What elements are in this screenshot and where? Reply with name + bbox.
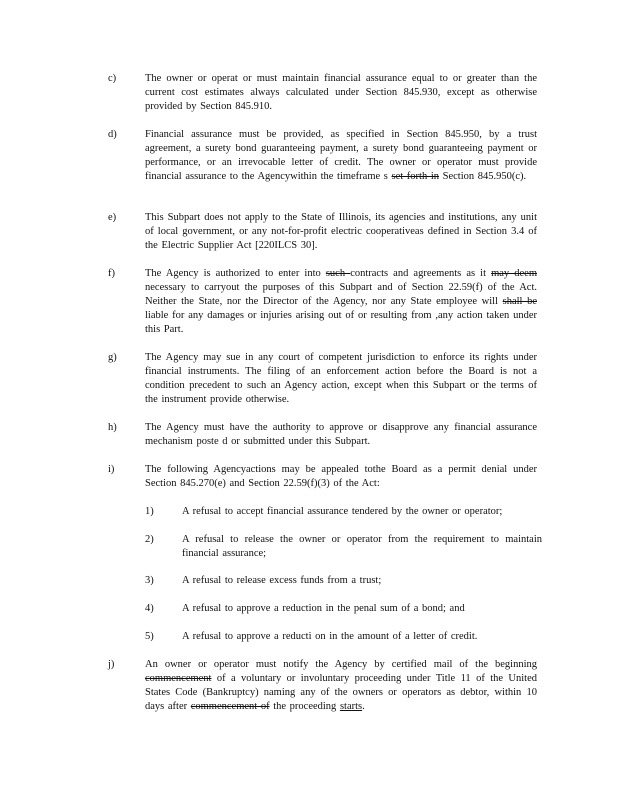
subitem-label: 5)	[145, 631, 154, 642]
struck-text: set forth in	[391, 171, 440, 182]
text-run: the proceeding	[269, 701, 340, 712]
text-run: liable for any damages or injuries arising out of or resulting from ,any action taken under this Part.	[145, 310, 537, 335]
item-text	[145, 267, 537, 337]
subitem-text: A refusal to approve a reducti on in the amount of a letter of credit.	[182, 631, 478, 642]
underlined-text: starts	[339, 701, 363, 712]
subitem-label: 1)	[145, 506, 154, 517]
text-run: .	[362, 701, 365, 712]
subitem-label: 2)	[145, 534, 154, 545]
item-label: f)	[108, 268, 115, 279]
item-label: j)	[108, 659, 115, 670]
struck-text: commencement of	[190, 701, 270, 712]
item-label: i)	[108, 464, 115, 475]
item-label: h)	[108, 422, 117, 433]
subitem-label: 3)	[145, 575, 154, 586]
text-run: necessary to carryout the purposes of this Subpart and of Section 22.59(f) of the Act. Neither the State, nor the Director of the Agency, nor any State employee will	[145, 282, 537, 307]
subitem-text: A refusal to approve a reduction in the penal sum of a bond; and	[182, 603, 465, 614]
text-run: contracts and agreements as it	[350, 268, 492, 279]
subitem-text: A refusal to release the owner or operator from the requirement to maintain financial assurance;	[182, 534, 542, 559]
item-text: The owner or operat or must maintain financial assurance equal to or greater than the current cost estimates always calculated under Section 845.930, except as otherwise provided by Section 845.910.	[145, 73, 537, 112]
subitem-text: A refusal to release excess funds from a trust;	[182, 575, 382, 586]
item-label: g)	[108, 352, 117, 363]
subitem-label: 4)	[145, 603, 154, 614]
item-text: This Subpart does not apply to the State of Illinois, its agencies and institutions, any unit of local government, or any not-for-profit electric cooperativeas defined in Section 3.4 of the Electric Supplier Act [220ILCS 30].	[145, 212, 537, 251]
text-run: Financial assurance must be provided, as specified in Section 845.950, by a trust agreement, a surety bond guaranteeing payment, a surety bond guaranteeing payment or performance, or an irrevocable letter of credit. The owner or operator must provide financial assurance to the Agencywithin the timeframe s	[145, 129, 537, 182]
item-text	[145, 128, 537, 184]
item-text	[145, 658, 537, 714]
text-run: Section 845.950(c).	[439, 171, 527, 182]
item-text: The Agency may sue in any court of competent jurisdiction to enforce its rights under financial instruments. The filing of an enforcement action before the Board is not a condition precedent to such an Agency action, except when this Subpart or the terms of the instrument provide otherwise.	[145, 352, 537, 405]
text-run: of a voluntary or involuntary proceeding under Title 11 of the United States Code (Bankruptcy) naming any of the owners or operators as debtor, within 10 days after	[145, 673, 537, 712]
item-label: c)	[108, 73, 117, 84]
struck-text: may deem	[491, 268, 537, 279]
subitem-text: A refusal to accept financial assurance tendered by the owner or operator;	[182, 506, 503, 517]
item-text: The following Agencyactions may be appealed tothe Board as a permit denial under Section 845.270(e) and Section 22.59(f)(3) of the Act:	[145, 464, 537, 489]
text-run: An owner or operator must notify the Agency by certified mail of the beginning	[145, 659, 537, 670]
text-run: The Agency is authorized to enter into	[145, 268, 326, 279]
item-label: d)	[108, 129, 117, 140]
struck-text: such	[325, 268, 351, 279]
item-text: The Agency must have the authority to approve or disapprove any financial assurance mechanism poste d or submitted under this Subpart.	[145, 422, 537, 447]
struck-text: commencement	[145, 673, 212, 684]
struck-text: shall be	[502, 296, 537, 307]
item-label: e)	[108, 212, 117, 223]
